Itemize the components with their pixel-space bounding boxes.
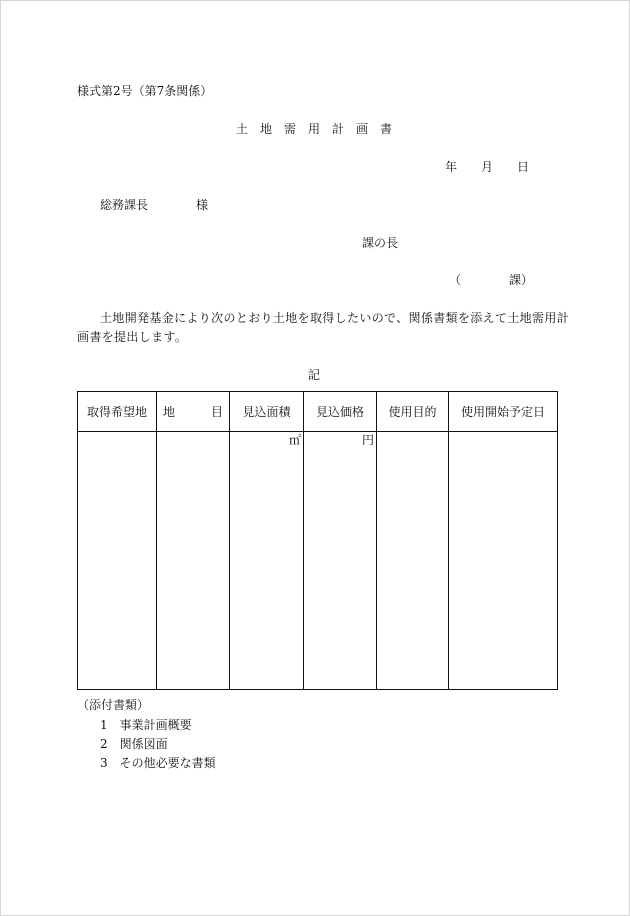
- cell-purpose: [377, 432, 449, 690]
- body-text-line: 土地開発基金により次のとおり土地を取得したいので、関係書類を添えて土地需用計: [100, 311, 570, 325]
- cell-start-date: [449, 432, 558, 690]
- date-line: 年 月 日: [445, 160, 530, 174]
- cell-land-category: [157, 432, 230, 690]
- area-unit: ㎡: [288, 433, 301, 447]
- header-estimated-area: 見込面積: [230, 392, 304, 432]
- attachment-item: 2 関係図面: [100, 737, 168, 751]
- attachment-item: 1 事業計画概要: [100, 718, 192, 732]
- attachment-item: 3 その他必要な書類: [100, 756, 216, 770]
- table-row: [78, 432, 558, 690]
- header-start-date: 使用開始予定日: [449, 392, 558, 432]
- header-desired-land: 取得希望地: [78, 392, 157, 432]
- attachments-heading: （添付書類）: [77, 698, 150, 712]
- header-purpose: 使用目的: [377, 392, 449, 432]
- applicant-title: 課の長: [362, 236, 399, 250]
- document-title: 土地需用計画書: [236, 122, 405, 136]
- cell-estimated-price: [304, 432, 377, 690]
- cell-desired-land: [78, 432, 157, 690]
- header-land-category: 地 目: [157, 392, 230, 432]
- note-heading: 記: [308, 368, 321, 382]
- department-field: （ 課）: [449, 273, 534, 287]
- price-unit: 円: [361, 433, 374, 447]
- table-header-row: [78, 392, 558, 432]
- header-estimated-price: 見込価格: [304, 392, 377, 432]
- body-text-line: 画書を提出します。: [77, 330, 188, 344]
- land-plan-table: [77, 391, 558, 690]
- addressee: 総務課長 様: [100, 198, 209, 212]
- cell-estimated-area: [230, 432, 304, 690]
- form-number: 様式第2号（第7条関係）: [77, 84, 213, 98]
